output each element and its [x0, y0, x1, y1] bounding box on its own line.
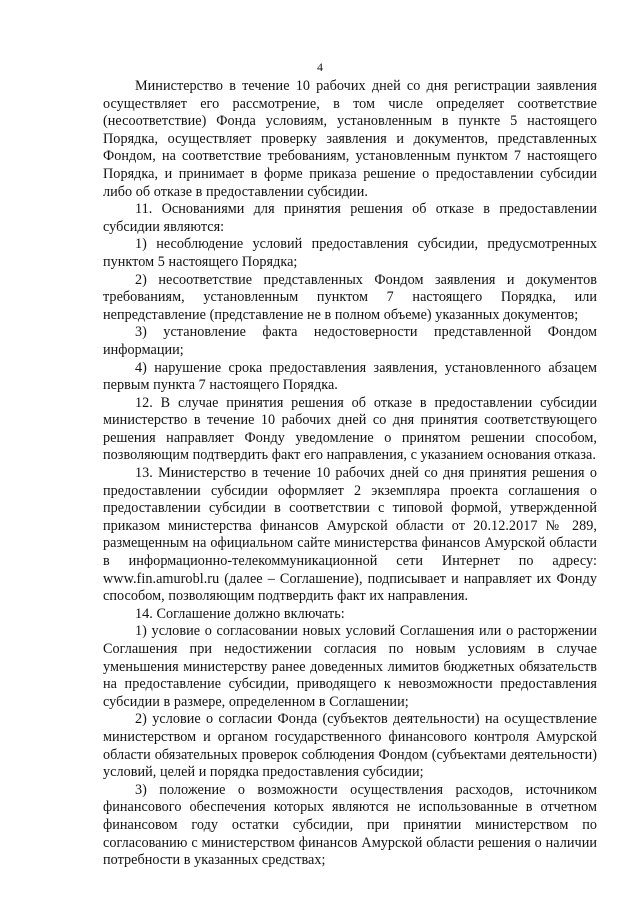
page-number: 4 — [317, 60, 323, 74]
paragraph-14-item-2: 2) условие о согласии Фонда (субъектов деятельности) на осуществление министерством и органом государственного финансового контроля Амурской области обязательных проверок соблюдения Фондом (субъектами деятельности) условий, целей и порядка предоставления субсидии; — [103, 711, 597, 781]
paragraph-11-heading: 11. Основаниями для принятия решения об отказе в предоставлении субсидии являются: — [103, 201, 597, 235]
paragraph-11-item-4: 4) нарушение срока предоставления заявления, установленного абзацем первым пункта 7 настоящего Порядка. — [103, 359, 597, 394]
paragraph-14-heading: 14. Соглашение должно включать: — [135, 605, 345, 622]
paragraph-14-item-1: 1) условие о согласовании новых условий Соглашения или о расторжении Соглашения при недостижении согласия по новым условиям в случае уменьшения министерству ранее доведенных лимитов бюджетных обязательств на предоставление субсидии, приводящего к невозможности предоставления субсидии в размере, определенном в Соглашении; — [103, 623, 597, 710]
document-body — [103, 78, 597, 870]
paragraph-14-item-3: 3) положение о возможности осуществления расходов, источником финансового обеспечения которых являются не использованные в отчетном финансовом году остатки субсидии, при принятии министерством по согласованию с министерством финансов Амурской области решения о наличии потребности в указанных средствах; — [103, 781, 597, 869]
paragraph-11-item-1: 1) несоблюдение условий предоставления субсидии, предусмотренных пунктом 5 настоящего Порядка; — [103, 236, 597, 270]
paragraph-ministry-review: Министерство в течение 10 рабочих дней со дня регистрации заявления осуществляет его рассмотрение, в том числе определяет соответствие (несоответствие) Фонда условиям, установленным в пункте 5 настоящего Порядка, осуществляет проверку заявления и документов, представленных Фондом, на соответствие требованиям, установленным пунктом 7 настоящего Порядка, и принимает в форме приказа решение о предоставлении субсидии либо об отказе в предоставлении субсидии. — [103, 78, 597, 200]
paragraph-12: 12. В случае принятия решения об отказе в предоставлении субсидии министерство в течение 10 рабочих дней со дня принятия соответствующего решения направляет Фонду уведомление о принятом решении способом, позволяющим подтвердить факт его направления, с указанием основания отказа. — [103, 394, 597, 464]
paragraph-13: 13. Министерство в течение 10 рабочих дней со дня принятия решения о предоставлении субсидии оформляет 2 экземпляра проекта соглашения о предоставлении субсидии в соответствии с типовой формой, утвержденной приказом министерства финансов Амурской области от 20.12.2017 № 289, размещенным на официальном сайте министерства финансов Амурской области в информационно-телекоммуникационной сети Интернет по адресу: www.fin.amurobl.ru (далее – Соглашение), подписывает и направляет их Фонду способом, позволяющим подтвердить факт их направления. — [103, 465, 597, 605]
paragraph-11-item-2: 2) несоответствие представленных Фондом заявления и документов требованиям, установленным пунктом 7 настоящего Порядка, или непредставление (представление не в полном объеме) указанных документов; — [103, 271, 597, 323]
paragraph-11-item-3: 3) установление факта недостоверности представленной Фондом информации; — [103, 324, 597, 358]
